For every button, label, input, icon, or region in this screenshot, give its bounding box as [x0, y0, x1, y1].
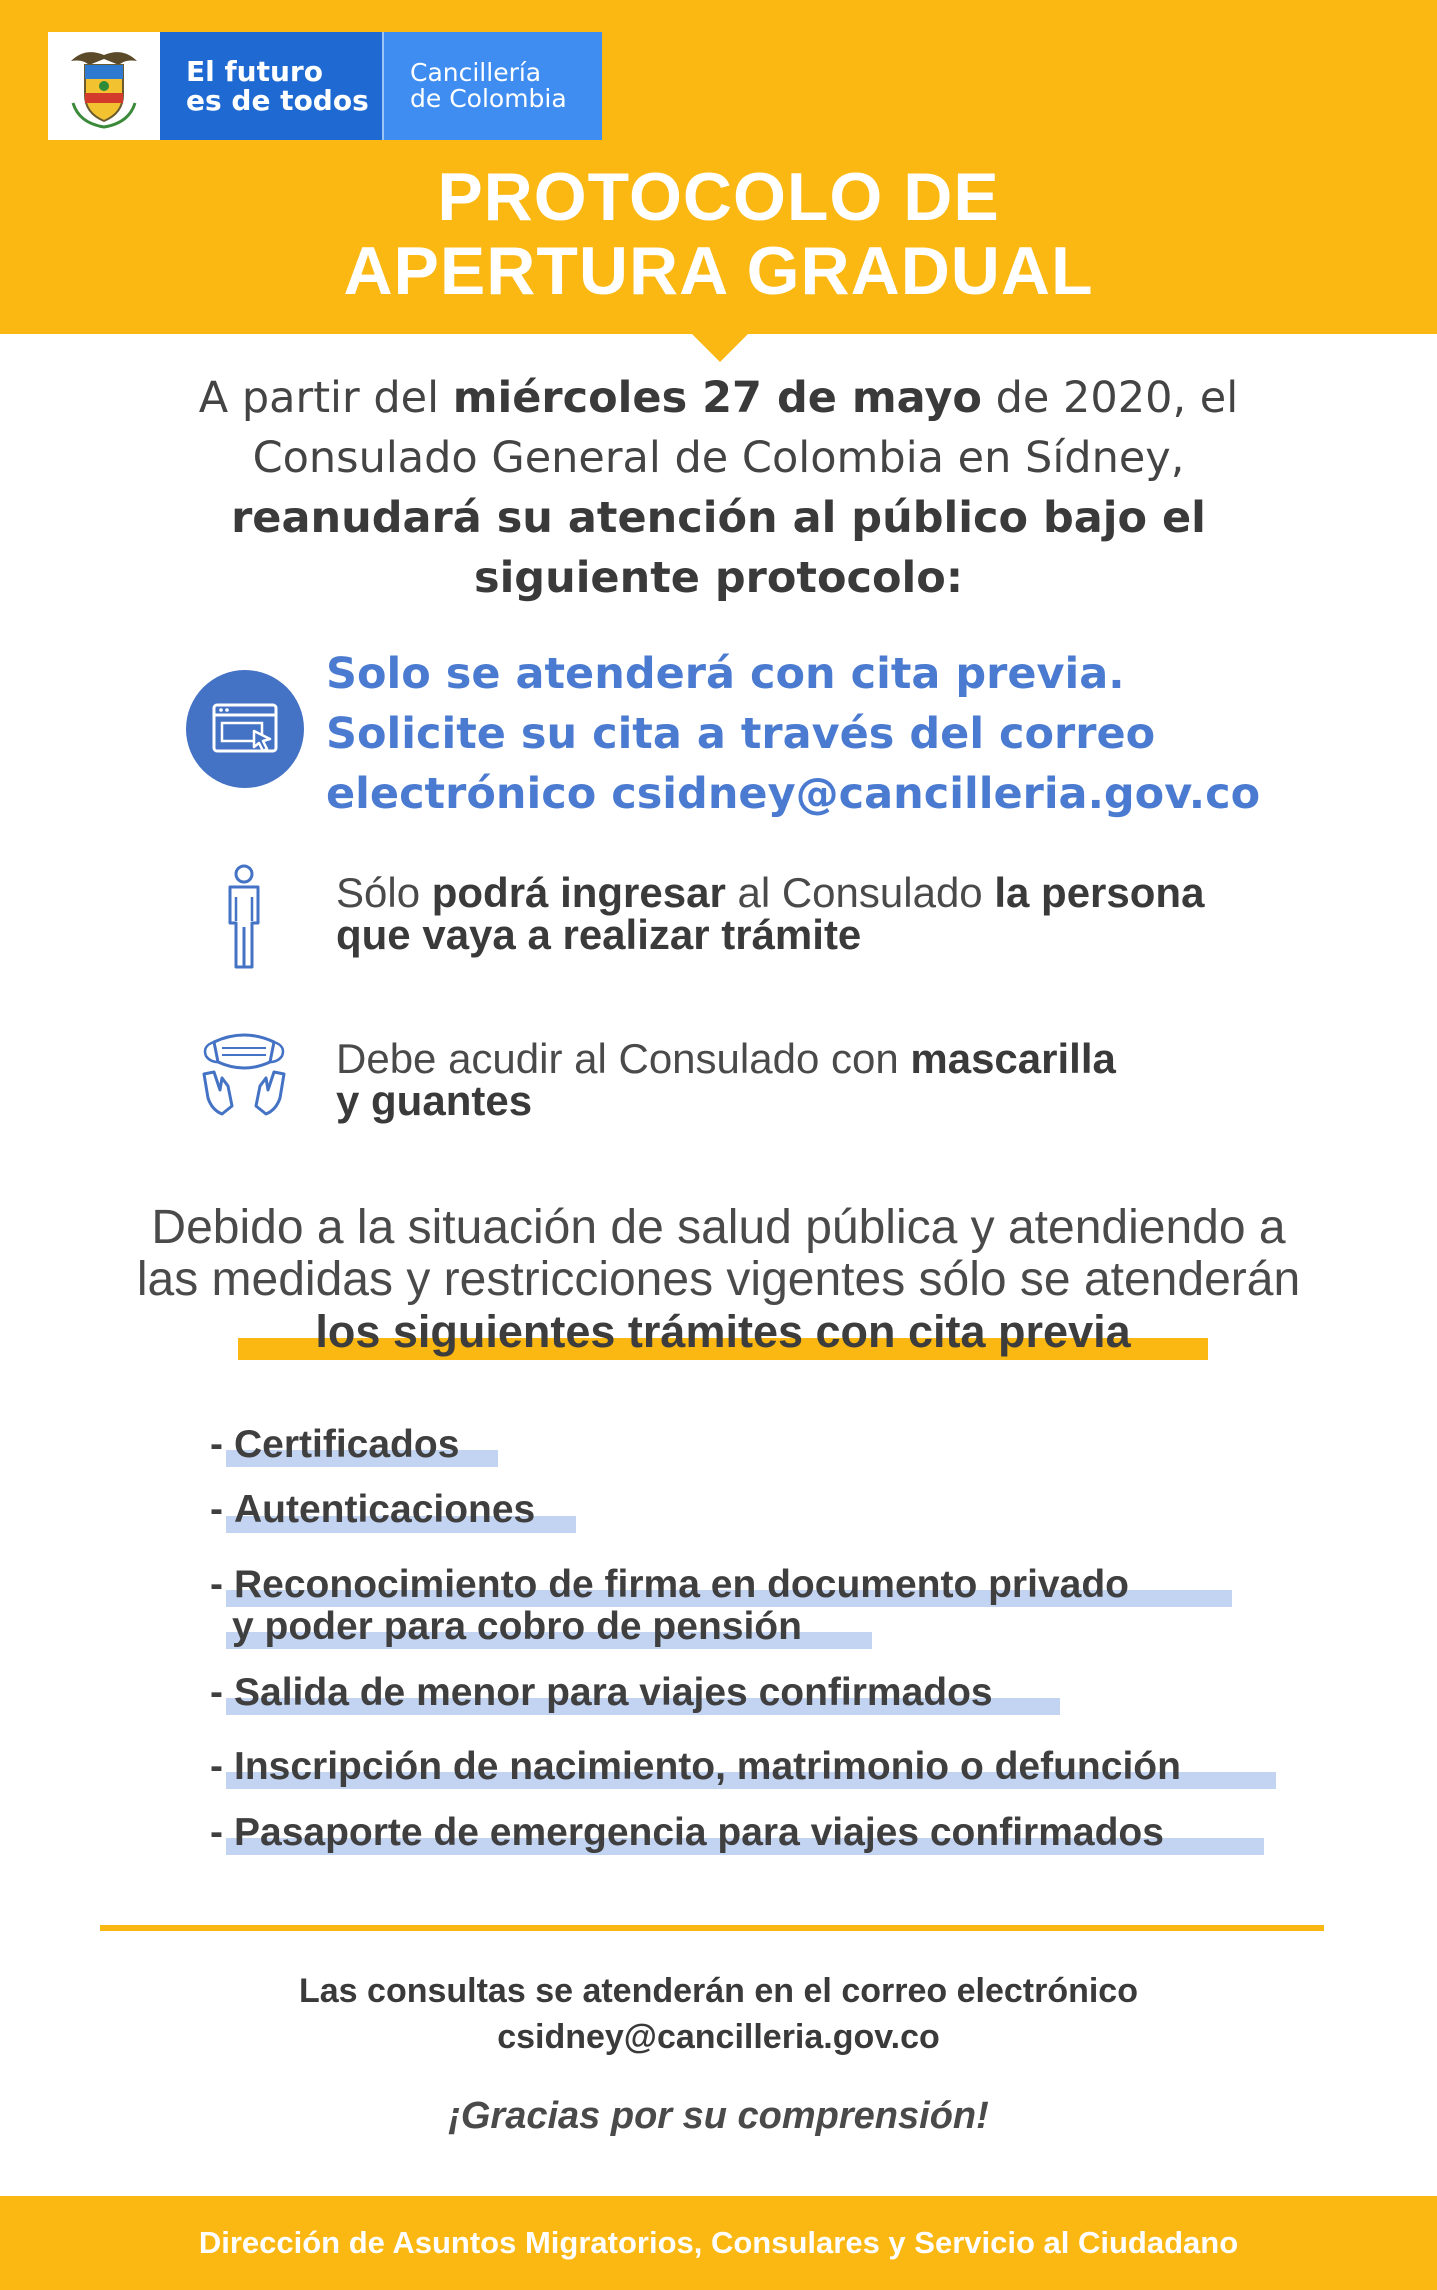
- rule-2-text-a: Debe acudir al Consulado con: [336, 1035, 911, 1082]
- title-line-2: APERTURA GRADUAL: [343, 233, 1094, 309]
- futuro-line-1: El futuro: [186, 54, 323, 88]
- notice-highlight-text: los siguientes trámites con cita previa: [315, 1306, 1131, 1357]
- header-notch: [690, 332, 750, 362]
- procedure-label: Certificados: [234, 1423, 460, 1466]
- procedure-label: Inscripción de nacimiento, matrimonio o defunción: [234, 1745, 1181, 1788]
- notice-line-1: Debido a la situación de salud pública y atendiendo a: [151, 1201, 1286, 1254]
- procedure-label: Reconocimiento de firma en documento privado: [234, 1563, 1129, 1606]
- procedure-label: Salida de menor para viajes confirmados: [234, 1671, 993, 1714]
- rule-2-line-2: [336, 1077, 1336, 1124]
- rule-2-text-c: y guantes: [336, 1077, 533, 1124]
- consult-email: csidney@cancilleria.gov.co: [497, 2018, 940, 2056]
- futuro-logo-block: [160, 32, 382, 140]
- list-dash: -: [210, 1563, 223, 1606]
- procedure-label-continued: y poder para cobro de pensión: [232, 1605, 802, 1648]
- browser-window-cursor-icon: [186, 670, 304, 788]
- list-dash: -: [210, 1745, 223, 1788]
- footer-bar: [0, 2196, 1437, 2290]
- list-dash: -: [210, 1811, 223, 1854]
- list-dash: -: [210, 1423, 223, 1466]
- rule-2-line-1: [336, 1035, 1336, 1082]
- rule-2-text-b: mascarilla: [910, 1035, 1116, 1082]
- appointment-text: [326, 644, 1386, 824]
- page-title: [0, 160, 1437, 308]
- appointment-line-2: Solicite su cita a través del correo: [326, 709, 1156, 759]
- procedure-label: Autenticaciones: [234, 1488, 536, 1531]
- notice-highlight: [238, 1304, 1208, 1362]
- list-dash: -: [210, 1671, 223, 1714]
- footer-text: Dirección de Asuntos Migratorios, Consulares y Servicio al Ciudadano: [198, 2225, 1239, 2260]
- futuro-line-2: es de todos: [186, 84, 369, 117]
- notice-paragraph: [60, 1202, 1377, 1306]
- rule-1-text-b: podrá ingresar: [431, 869, 726, 916]
- consult-info: [0, 1968, 1437, 2060]
- cancilleria-logo-block: [382, 32, 602, 140]
- rule-1-line-2: [336, 911, 1336, 958]
- cancilleria-line-1: Cancillería: [410, 57, 542, 87]
- title-line-1: PROTOCOLO DE: [437, 159, 1000, 235]
- intro-text-2: de 2020, el Consulado General de Colombia en Sídney,: [252, 373, 1239, 483]
- colombia-coat-of-arms-icon: [48, 32, 160, 140]
- intro-emphasis: reanudará su atención al público bajo el siguiente protocolo:: [231, 493, 1206, 603]
- rule-1-text-d: la persona: [994, 869, 1205, 916]
- government-logo: [48, 32, 602, 140]
- appointment-line-3: electrónico csidney@cancilleria.gov.co: [326, 769, 1261, 819]
- section-divider: [100, 1925, 1324, 1931]
- notice-line-2: las medidas y restricciones vigentes sólo se atenderán: [136, 1253, 1301, 1306]
- intro-text-1: A partir del: [198, 373, 453, 423]
- rule-1-text-a: Sólo: [336, 869, 432, 916]
- appointment-line-1: Solo se atenderá con cita previa.: [326, 649, 1125, 699]
- procedure-label: Pasaporte de emergencia para viajes confirmados: [234, 1811, 1164, 1854]
- consult-line-1: Las consultas se atenderán en el correo electrónico: [299, 1972, 1138, 2010]
- mask-gloves-icon: [196, 1026, 292, 1122]
- list-dash: -: [210, 1488, 223, 1531]
- intro-paragraph: [140, 368, 1297, 608]
- rule-1-text-c: al Consulado: [725, 869, 995, 916]
- rule-1-text-e: que vaya a realizar trámite: [336, 911, 862, 958]
- rule-1-line-1: [336, 869, 1336, 916]
- intro-date: miércoles 27 de mayo: [452, 373, 982, 423]
- rule-single-person: [336, 869, 1336, 958]
- person-icon: [214, 862, 274, 972]
- cancilleria-line-2: de Colombia: [410, 84, 567, 113]
- rule-mask-gloves: [336, 1035, 1336, 1124]
- thanks-message: ¡Gracias por su comprensión!: [448, 2095, 989, 2137]
